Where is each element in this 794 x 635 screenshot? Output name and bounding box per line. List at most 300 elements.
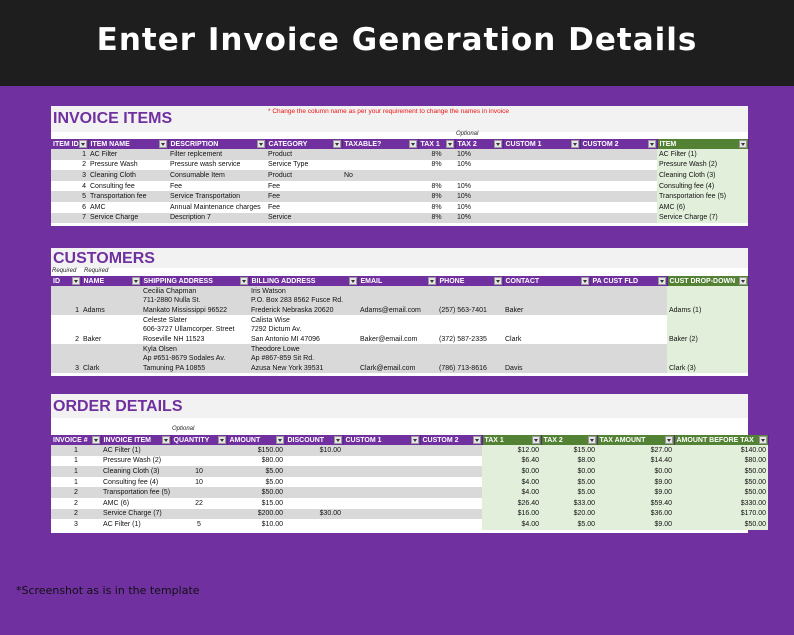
column-header-cust-drop-down[interactable] [667,276,748,286]
cell-amount[interactable]: $150.00 [227,445,285,456]
cell-category[interactable]: Service [266,213,342,224]
column-header-label: NAME [83,277,105,285]
cell-amount[interactable]: $10.00 [261,520,283,528]
column-header-discount[interactable] [285,435,343,445]
cell-amount-before-tax[interactable]: $50.00 [674,487,768,498]
column-header-billing-address[interactable] [249,276,358,286]
cell-custom-2[interactable] [420,477,482,488]
column-header-label: CONTACT [505,277,540,285]
column-header-taxable[interactable] [342,139,418,149]
cell-contact[interactable]: Clark [505,335,522,343]
cell-tax-2[interactable]: 10% [455,149,503,160]
filter-dropdown-icon[interactable] [92,436,100,444]
cell-tax-1[interactable]: 8% [418,213,455,224]
cell-custom-2[interactable] [420,487,482,498]
column-header-label: EMAIL [360,277,383,285]
filter-dropdown-icon[interactable] [739,140,747,148]
column-header-item-name[interactable] [88,139,168,149]
cell-custom-2[interactable] [580,213,657,224]
filter-dropdown-icon[interactable] [571,140,579,148]
column-header-custom-2[interactable] [420,435,482,445]
column-header-invoice[interactable] [51,435,101,445]
cell-invoice[interactable]: 1 [51,445,101,456]
cell-category[interactable]: Service Type [268,161,309,169]
cell-tax-amount[interactable]: $27.00 [597,445,674,456]
cell-invoice[interactable]: 1 [74,457,78,465]
cell-pa-cust-fld[interactable] [590,286,667,315]
cell-amount[interactable]: $15.00 [261,499,283,507]
column-header-amount[interactable] [227,435,285,445]
cell-item-id[interactable]: 6 [82,203,86,211]
cell-taxable[interactable] [342,213,418,224]
cell-custom-2[interactable] [420,466,482,477]
filter-dropdown-icon[interactable] [276,436,284,444]
cell-custom-2[interactable] [580,160,657,171]
cell-item[interactable]: AMC (6) [657,202,748,213]
cell-invoice-item[interactable]: Consulting fee (4) [103,478,159,486]
filter-dropdown-icon[interactable] [446,140,454,148]
table-row [51,477,768,488]
cell-item[interactable]: Pressure Wash (2) [657,160,748,171]
cell-tax-1[interactable]: 8% [418,191,455,202]
cell-item-id[interactable]: 5 [51,191,88,202]
column-header-label: CATEGORY [268,140,308,148]
filter-dropdown-icon[interactable] [159,140,167,148]
cell-item-id[interactable]: 3 [51,170,88,181]
cell-custom-2[interactable] [580,202,657,213]
cell-invoice-item[interactable]: Cleaning Cloth (3) [101,466,171,477]
filter-dropdown-icon[interactable] [79,140,87,148]
cell-email[interactable]: Adams@email.com [358,286,437,315]
column-header-label: PA CUST FLD [592,277,638,285]
cell-tax-1[interactable]: $6.40 [482,456,541,467]
column-header-pa-cust-fld[interactable] [590,276,667,286]
cell-name[interactable]: Clark [81,344,141,373]
cell-custom-1[interactable] [503,149,580,160]
column-header-tax-2[interactable] [541,435,597,445]
cell-custom-1[interactable] [343,487,420,498]
cell-tax-2[interactable]: 10% [457,182,472,190]
cell-custom-1[interactable] [503,191,580,202]
cell-category[interactable]: Fee [266,191,342,202]
cell-custom-1[interactable] [503,160,580,171]
filter-dropdown-icon[interactable] [349,277,357,285]
table-row [51,519,768,530]
cell-item-name[interactable]: Cleaning Cloth [88,170,168,181]
table-row [51,509,768,520]
cell-custom-1[interactable] [343,477,420,488]
cell-tax-2[interactable] [455,170,503,181]
cell-tax-1[interactable]: $4.00 [482,487,541,498]
cell-tax-2[interactable]: $0.00 [541,466,597,477]
cell-item-name[interactable]: Pressure Wash [90,161,138,169]
cell-id[interactable]: 3 [51,344,81,373]
cell-invoice[interactable]: 2 [51,509,101,520]
table-row [51,170,748,181]
filter-dropdown-icon[interactable] [411,436,419,444]
column-header-label: QUANTITY [173,436,210,444]
cell-invoice-item[interactable]: Service Charge (7) [101,509,171,520]
cell-quantity[interactable] [171,445,227,456]
cell-item[interactable]: Consulting fee (4) [657,181,748,192]
filter-dropdown-icon[interactable] [333,140,341,148]
table-row [51,456,768,467]
cell-tax-1[interactable]: 8% [431,161,442,169]
table-row [51,149,748,160]
column-header-label: CUSTOM 2 [582,140,619,148]
filter-dropdown-icon[interactable] [473,436,481,444]
column-header-phone[interactable] [437,276,503,286]
column-header-amount-before-tax[interactable] [674,435,768,445]
filter-dropdown-icon[interactable] [739,277,747,285]
cell-discount[interactable]: $10.00 [285,445,343,456]
cell-contact[interactable]: Davis [503,344,590,373]
customers-panel [51,248,748,376]
filter-dropdown-icon[interactable] [759,436,767,444]
cell-tax-2[interactable]: $8.00 [541,456,597,467]
cell-tax-2[interactable]: 10% [455,213,503,224]
filter-dropdown-icon[interactable] [409,140,417,148]
column-header-label: CUSTOM 2 [422,436,459,444]
cell-amount-before-tax[interactable]: $50.00 [674,466,768,477]
cell-description[interactable]: Description 7 [168,213,266,224]
cell-tax-amount[interactable]: $14.40 [597,456,674,467]
cell-pa-cust-fld[interactable] [590,344,667,373]
column-header-tax-1[interactable] [482,435,541,445]
cell-tax-amount[interactable]: $36.00 [597,509,674,520]
cell-tax-amount[interactable]: $9.00 [597,519,674,530]
cell-amount-before-tax[interactable]: $50.00 [674,519,768,530]
column-header-label: INVOICE ITEM [103,436,151,444]
column-header-label: ITEM NAME [90,140,130,148]
filter-dropdown-icon[interactable] [665,436,673,444]
column-header-custom-2[interactable] [580,139,657,149]
section-title-order-details: ORDER DETAILS [53,398,183,415]
banner-title: Enter Invoice Generation Details [0,0,794,86]
cell-billing-address[interactable]: Iris Watson P.O. Box 283 8562 Fusce Rd. Frederick Nebraska 20620 [249,286,358,315]
cell-discount[interactable] [285,498,343,509]
cell-item[interactable]: AC Filter (1) [657,149,748,160]
cell-custom-1[interactable] [503,170,580,181]
table-row [51,445,768,456]
cell-quantity[interactable] [171,456,227,467]
column-header-tax-1[interactable] [418,139,455,149]
cell-tax-amount[interactable]: $59.40 [597,498,674,509]
column-header-name[interactable] [81,276,141,286]
invoice-items-panel [51,106,748,226]
cell-tax-1[interactable]: 8% [418,149,455,160]
column-header-invoice-item[interactable] [101,435,171,445]
cell-tax-amount[interactable]: $9.00 [597,487,674,498]
footer-note: *Screenshot as is in the template [16,584,200,597]
cell-custom-2[interactable] [420,445,482,456]
cell-category[interactable]: Product [266,170,342,181]
cell-custom-2[interactable] [580,181,657,192]
cell-pa-cust-fld[interactable] [590,315,667,344]
cell-custom-2[interactable] [420,498,482,509]
column-header-tax-amount[interactable] [597,435,674,445]
cell-invoice[interactable]: 3 [74,520,78,528]
filter-dropdown-icon[interactable] [648,140,656,148]
cell-invoice-item[interactable]: AC Filter (1) [101,445,171,456]
optional-label: Optional [172,426,195,432]
cell-amount[interactable]: $5.00 [227,466,285,477]
cell-tax-2[interactable]: 10% [455,191,503,202]
cell-custom-2[interactable] [580,149,657,160]
cell-custom-1[interactable] [343,509,420,520]
table-row [51,487,768,498]
table-row [51,344,748,373]
cell-billing-address[interactable]: Theodore Lowe Ap #867-859 Sit Rd. Azusa New York 39531 [249,344,358,373]
column-name-note: * Change the column name as per your requirement to change the names in invoice [268,108,510,115]
cell-description[interactable]: Filter replcement [168,149,266,160]
cell-discount[interactable] [285,466,343,477]
cell-invoice-item[interactable]: AC Filter (1) [103,520,141,528]
filter-dropdown-icon[interactable] [494,277,502,285]
cell-tax-1[interactable]: 8% [431,203,442,211]
table-row [51,498,768,509]
cell-discount[interactable] [285,487,343,498]
cell-description[interactable]: Service Transportation [168,191,266,202]
cell-email[interactable]: Baker@email.com [360,335,418,343]
cell-item-id[interactable]: 4 [82,182,86,190]
cell-item-name[interactable]: AMC [90,203,106,211]
filter-dropdown-icon[interactable] [581,277,589,285]
cell-tax-1[interactable]: $4.00 [482,519,541,530]
cell-custom-1[interactable] [503,202,580,213]
cell-item-name[interactable]: AC Filter [88,149,168,160]
column-header-label: CUSTOM 1 [345,436,382,444]
column-header-label: TAX AMOUNT [599,436,646,444]
cell-tax-2[interactable]: $15.00 [541,445,597,456]
cell-custom-1[interactable] [343,519,420,530]
column-header-label: PHONE [439,277,465,285]
filter-dropdown-icon[interactable] [218,436,226,444]
column-header-tax-2[interactable] [455,139,503,149]
column-header-category[interactable] [266,139,342,149]
cell-phone[interactable]: (786) 713-8616 [437,344,503,373]
cell-custom-2[interactable] [580,191,657,202]
cell-invoice-item[interactable]: AMC (6) [103,499,130,507]
column-header-label: DESCRIPTION [170,140,219,148]
cell-description[interactable]: Consumable Item [168,170,266,181]
cell-amount-before-tax[interactable]: $140.00 [674,445,768,456]
cell-tax-2[interactable]: $5.00 [541,477,597,488]
cell-tax-1[interactable]: $26.40 [482,498,541,509]
table-row [51,160,748,171]
cell-discount[interactable] [285,477,343,488]
filter-dropdown-icon[interactable] [72,277,80,285]
filter-dropdown-icon[interactable] [532,436,540,444]
cell-cust-drop-down[interactable]: Baker (2) [667,315,748,344]
cell-taxable[interactable] [342,149,418,160]
filter-dropdown-icon[interactable] [588,436,596,444]
cell-id[interactable]: 2 [75,335,79,343]
column-header-label: AMOUNT BEFORE TAX [676,436,754,444]
customers-table [51,276,749,373]
cell-item-id[interactable]: 1 [51,149,88,160]
cell-tax-2[interactable]: 10% [457,161,472,169]
cell-amount-before-tax[interactable]: $50.00 [674,477,768,488]
column-header-custom-1[interactable] [343,435,420,445]
cell-invoice-item[interactable]: Transportation fee (5) [103,489,171,497]
cell-description[interactable]: Pressure wash service [170,161,241,169]
cell-category[interactable]: Fee [268,203,281,211]
cell-tax-amount[interactable]: $0.00 [597,466,674,477]
cell-custom-2[interactable] [420,519,482,530]
cell-item[interactable]: Cleaning Cloth (3) [657,170,748,181]
filter-dropdown-icon[interactable] [257,140,265,148]
cell-taxable[interactable] [342,160,418,171]
column-header-shipping-address[interactable] [141,276,249,286]
table-row [51,466,768,477]
cell-quantity[interactable]: 10 [195,478,203,486]
filter-dropdown-icon[interactable] [132,277,140,285]
column-header-label: BILLING ADDRESS [251,277,316,285]
cell-item-name[interactable]: Consulting fee [90,182,135,190]
cell-taxable[interactable]: No [342,170,418,181]
cell-custom-1[interactable] [343,498,420,509]
cell-amount[interactable]: $50.00 [227,487,285,498]
column-header-label: TAXABLE? [344,140,382,148]
column-header-label: AMOUNT [229,436,261,444]
filter-dropdown-icon[interactable] [494,140,502,148]
column-header-contact[interactable] [503,276,590,286]
column-header-label: DISCOUNT [287,436,325,444]
cell-amount[interactable]: $200.00 [227,509,285,520]
optional-label: Optional [456,131,479,137]
cell-quantity[interactable] [171,509,227,520]
cell-custom-1[interactable] [503,181,580,192]
column-header-label: TAX 2 [457,140,477,148]
cell-tax-2[interactable]: $20.00 [541,509,597,520]
cell-phone[interactable]: (372) 587-2335 [439,335,487,343]
cell-item[interactable]: Transportation fee (5) [657,191,748,202]
cell-custom-2[interactable] [420,456,482,467]
table-row [51,315,748,344]
cell-item-name[interactable]: Transportation fee [88,191,168,202]
cell-cust-drop-down[interactable]: Clark (3) [667,344,748,373]
cell-invoice-item[interactable]: Pressure Wash (2) [103,457,162,465]
cell-shipping-address[interactable]: Celeste Slater 606-3727 Ullamcorper. Street Roseville NH 11523 [143,316,235,343]
cell-shipping-address[interactable]: Cecilia Chapman 711-2880 Nulla St. Mankato Mississippi 96522 [141,286,249,315]
cell-quantity[interactable]: 22 [195,499,203,507]
cell-invoice[interactable]: 2 [51,487,101,498]
cell-invoice[interactable]: 1 [51,466,101,477]
cell-name[interactable]: Baker [83,335,102,343]
column-header-item[interactable] [657,139,748,149]
cell-tax-1[interactable]: $16.00 [482,509,541,520]
cell-item-name[interactable]: Service Charge [88,213,168,224]
cell-amount-before-tax[interactable]: $330.00 [674,498,768,509]
cell-taxable[interactable] [342,191,418,202]
cell-taxable[interactable] [342,181,418,192]
cell-shipping-address[interactable]: Kyla Olsen Ap #651-8679 Sodales Av. Tamuning PA 10855 [141,344,249,373]
cell-phone[interactable]: (257) 563-7401 [437,286,503,315]
column-header-label: INVOICE # [53,436,88,444]
column-header-label: TAX 2 [543,436,563,444]
cell-email[interactable]: Clark@email.com [358,344,437,373]
cell-discount[interactable] [285,519,343,530]
cell-quantity[interactable] [171,487,227,498]
filter-dropdown-icon[interactable] [334,436,342,444]
cell-discount[interactable]: $30.00 [285,509,343,520]
column-header-label: SHIPPING ADDRESS [143,277,213,285]
column-header-label: TAX 1 [420,140,440,148]
cell-description[interactable]: Annual Maintenance charges [170,203,261,211]
cell-amount-before-tax[interactable]: $170.00 [674,509,768,520]
cell-tax-2[interactable]: 10% [457,203,472,211]
order-details-panel [51,394,766,533]
cell-invoice[interactable]: 2 [74,499,78,507]
cell-tax-2[interactable]: $5.00 [541,519,597,530]
column-header-custom-1[interactable] [503,139,580,149]
cell-description[interactable]: Fee [170,182,183,190]
cell-name[interactable]: Adams [81,286,141,315]
cell-item-id[interactable]: 2 [82,161,86,169]
cell-tax-2[interactable]: $5.00 [541,487,597,498]
table-row [51,202,748,213]
cell-tax-amount[interactable]: $9.00 [597,477,674,488]
cell-custom-1[interactable] [343,456,420,467]
column-header-description[interactable] [168,139,266,149]
filter-dropdown-icon[interactable] [240,277,248,285]
filter-dropdown-icon[interactable] [658,277,666,285]
cell-custom-1[interactable] [503,213,580,224]
cell-invoice[interactable]: 1 [74,478,78,486]
cell-tax-1[interactable]: $0.00 [482,466,541,477]
column-header-id[interactable] [51,276,81,286]
cell-id[interactable]: 1 [51,286,81,315]
cell-tax-1[interactable]: $4.00 [482,477,541,488]
cell-item-id[interactable]: 7 [51,213,88,224]
cell-quantity[interactable]: 10 [171,466,227,477]
filter-dropdown-icon[interactable] [428,277,436,285]
cell-custom-1[interactable] [343,445,420,456]
cell-custom-1[interactable] [343,466,420,477]
cell-cust-drop-down[interactable]: Adams (1) [667,286,748,315]
cell-contact[interactable]: Baker [503,286,590,315]
cell-tax-1[interactable]: 8% [431,182,442,190]
cell-tax-1[interactable]: $12.00 [482,445,541,456]
column-header-label: TAX 1 [484,436,504,444]
column-header-label: ID [53,277,60,285]
cell-taxable[interactable] [342,202,418,213]
required-label-name: Required [84,268,109,274]
invoice-items-table [51,139,749,223]
column-header-quantity[interactable] [171,435,227,445]
cell-custom-2[interactable] [580,170,657,181]
column-header-item-id[interactable] [51,139,88,149]
column-header-label: ITEM ID [53,140,79,148]
cell-amount[interactable]: $80.00 [261,457,283,465]
table-row [51,181,748,192]
filter-dropdown-icon[interactable] [162,436,170,444]
cell-tax-2[interactable]: $33.00 [541,498,597,509]
column-header-email[interactable] [358,276,437,286]
cell-billing-address[interactable]: Calista Wise 7292 Dictum Av. San Antonio MI 47096 [251,316,320,343]
cell-item[interactable]: Service Charge (7) [657,213,748,224]
cell-tax-1[interactable] [418,170,455,181]
cell-discount[interactable] [285,456,343,467]
cell-amount-before-tax[interactable]: $80.00 [674,456,768,467]
cell-quantity[interactable]: 5 [197,520,201,528]
cell-custom-2[interactable] [420,509,482,520]
cell-amount[interactable]: $5.00 [265,478,283,486]
required-label-id: Required [52,268,77,274]
cell-category[interactable]: Fee [268,182,281,190]
cell-category[interactable]: Product [266,149,342,160]
